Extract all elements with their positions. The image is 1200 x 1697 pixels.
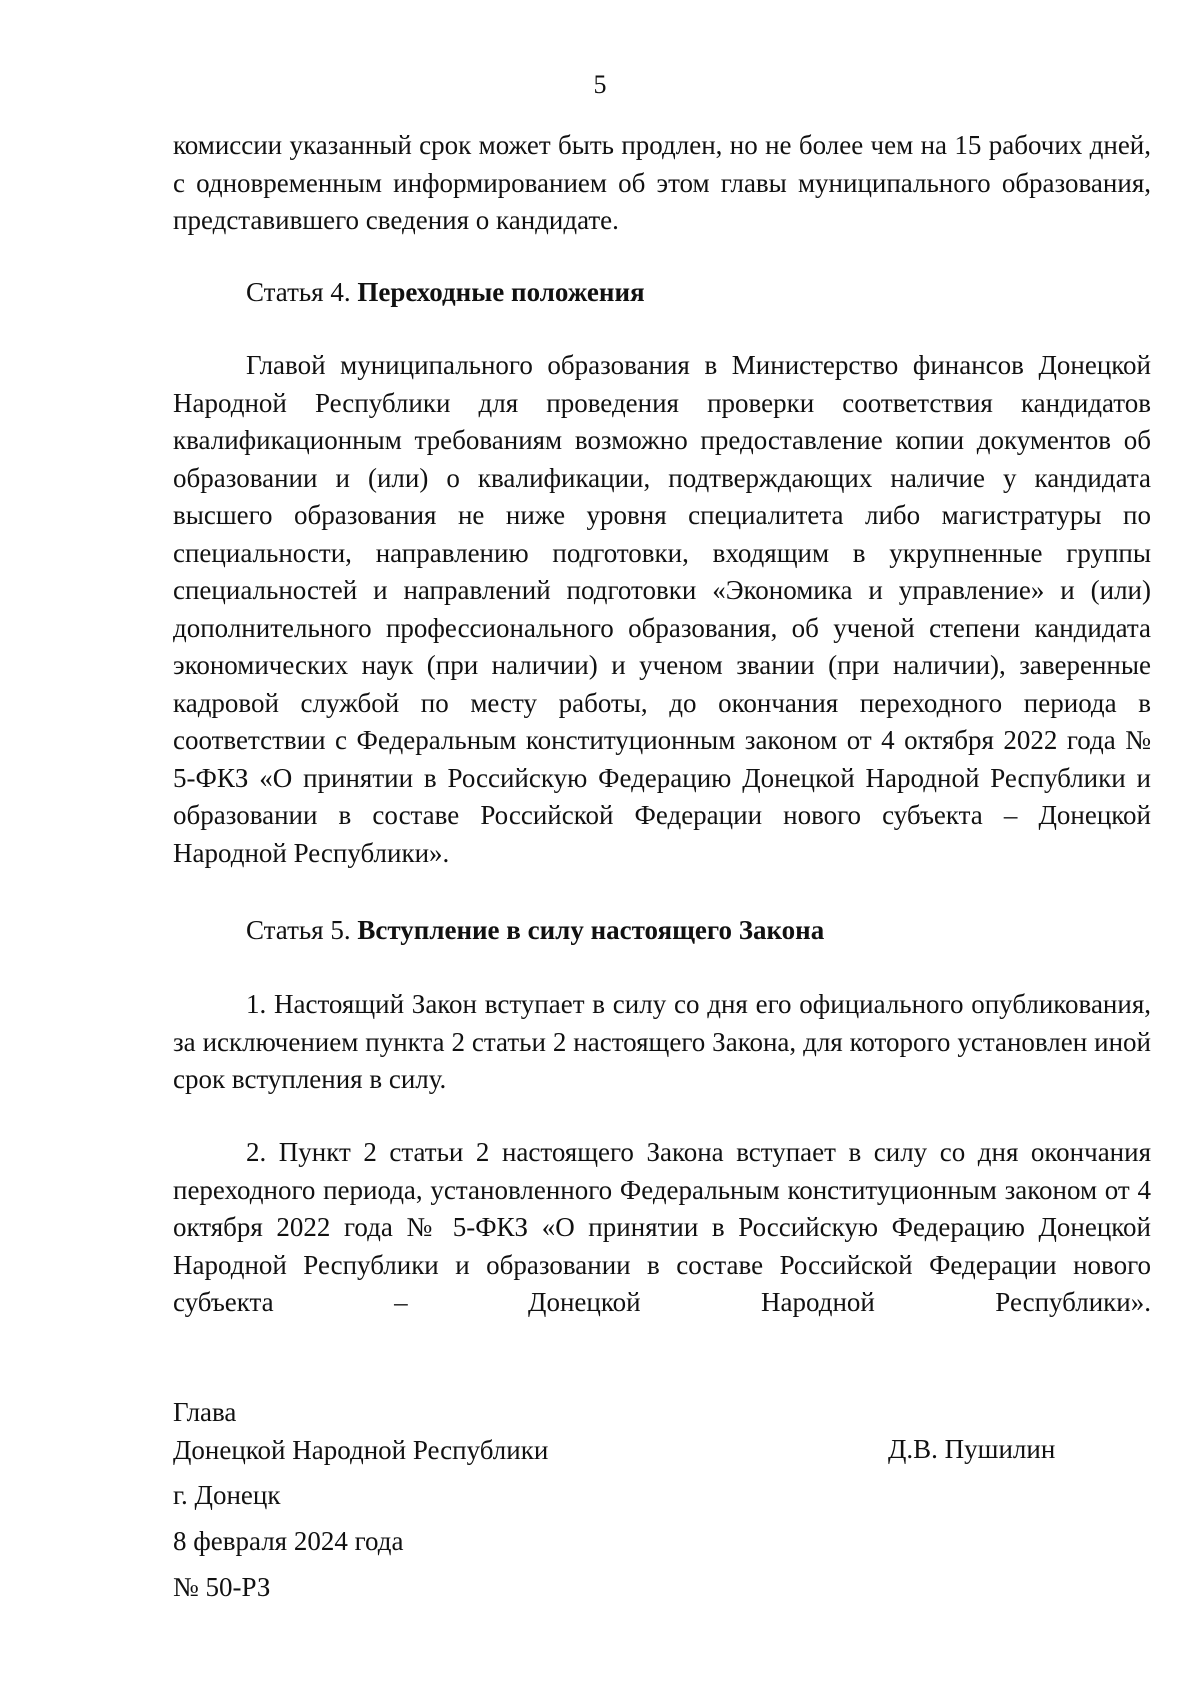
article-5-item-2-block [173,1134,1151,1322]
article-5-item-1-block [173,986,1151,1099]
article-4-heading [173,274,1151,312]
article-4-body [173,347,1151,872]
page-number: 5 [593,70,607,99]
signatory-name: Д.В. Пушилин [888,1434,1056,1464]
article-5-title: Вступление в силу настоящего Закона [357,915,825,945]
signature-city: г. Донецк [173,1480,281,1510]
signature-date: 8 февраля 2024 года [173,1526,404,1556]
article-4-title: Переходные положения [357,277,645,307]
article-5-item-1: 1. Настоящий Закон вступает в силу со дня его официального опубликования, за исключением пункта 2 статьи 2 настоящего Закона, для которого установлен иной срок вступления в силу. [173,989,1151,1094]
article-5-prefix: Статья 5. [246,915,351,945]
signature-title-line-1: Глава [173,1397,237,1427]
article-4-prefix: Статья 4. [246,277,351,307]
article-5-item-2: 2. Пункт 2 статьи 2 настоящего Закона вступает в силу со дня окончания переходного периода, установленного Федеральным конституционным законом от 4 октября 2022 года № 5-ФКЗ «О принятии в Российскую Федерацию Донецкой Народной Республики и образовании в составе Российской Федерации нового субъекта – Донецкой Народной Республики». [173,1137,1151,1317]
law-number: № 50-РЗ [173,1572,271,1602]
continuation-paragraph: комиссии указанный срок может быть продлен, но не более чем на 15 рабочих дней, с одновременным информированием об этом главы муниципального образования, представившего сведения о кандидате. [173,130,1151,235]
article-4-paragraph: Главой муниципального образования в Министерство финансов Донецкой Народной Республики для проведения проверки соответствия кандидатов квалификационным требованиям возможно предоставление копии документов об образовании и (или) о квалификации, подтверждающих наличие у кандидата высшего образования не ниже уровня специалитета либо магистратуры по специальности, направлению подготовки, входящим в укрупненные группы специальностей и направлений подготовки «Экономика и управление» и (или) дополнительного профессионального образования, об ученой степени кандидата экономических наук (при наличии) и ученом звании (при наличии), заверенные кадровой службой по месту работы, до окончания переходного периода в соответствии с Федеральным конституционным законом от 4 октября 2022 года № 5-ФКЗ «О принятии в Российскую Федерацию Донецкой Народной Республики и образовании в составе Российской Федерации нового субъекта – Донецкой Народной Республики». [173,350,1151,868]
signature-title-line-2: Донецкой Народной Республики [173,1434,549,1465]
continuation-paragraph-block [173,127,1151,240]
article-5-heading [173,912,1151,950]
